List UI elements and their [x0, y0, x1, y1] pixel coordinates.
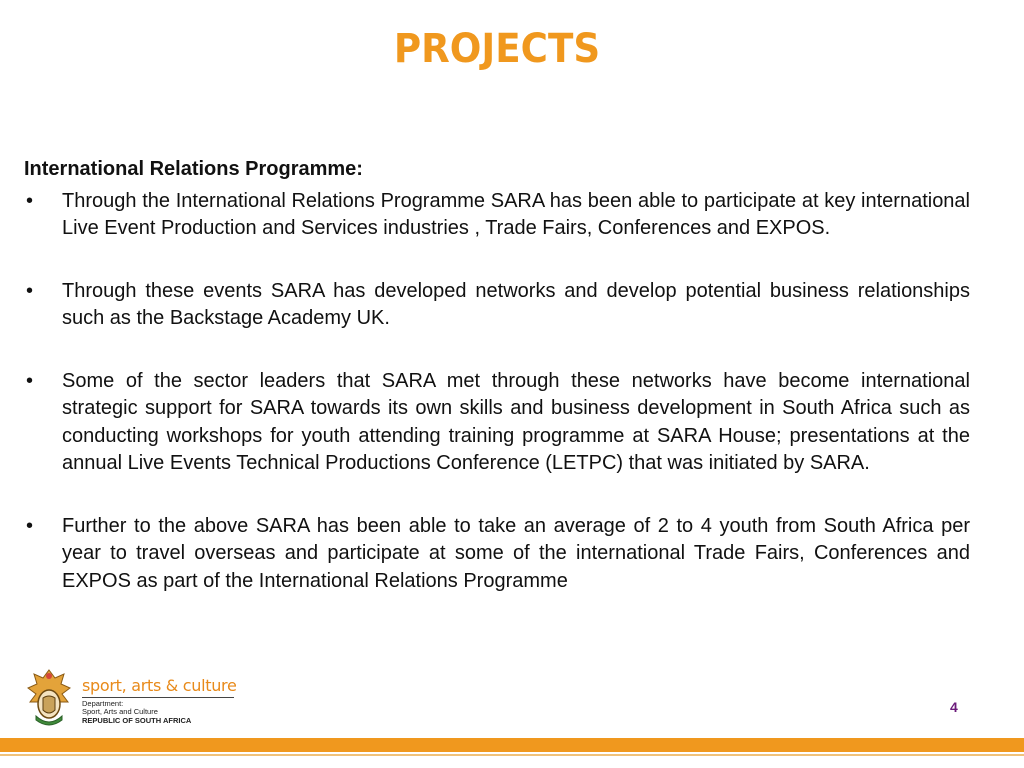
bullet-icon: • — [26, 369, 34, 392]
bullet-text: Through the International Relations Programme SARA has been able to participate at key international Live Event Production and Services industries , Trade Fairs, Conferences and EXPOS. — [62, 189, 970, 239]
department-logo — [24, 668, 244, 734]
bullet-item — [24, 188, 970, 243]
brand-name: sport, arts & culture — [82, 676, 237, 695]
slide-title: PROJECTS — [393, 26, 601, 72]
bullet-icon: • — [26, 279, 34, 302]
bullet-icon: • — [26, 514, 34, 537]
bullet-item — [24, 368, 970, 478]
brand-divider — [82, 697, 234, 698]
dept-label: Department: — [82, 699, 124, 708]
slide-content — [24, 156, 970, 595]
dept-name: Sport, Arts and Culture — [82, 707, 158, 717]
page-number: 4 — [950, 699, 958, 715]
bullet-item — [24, 278, 970, 333]
bullet-item — [24, 513, 970, 596]
bullet-text: Through these events SARA has developed networks and develop potential business relationships such as the Backstage Academy UK. — [62, 279, 970, 329]
footer-bar — [0, 738, 1024, 752]
department-text — [82, 700, 191, 725]
coat-of-arms-icon — [24, 668, 74, 732]
footer-line — [0, 754, 1024, 756]
bullet-list — [24, 188, 970, 596]
bullet-text: Some of the sector leaders that SARA met through these networks have become international strategic support for SARA towards its own skills and business development in South Africa such as conducting workshops for youth attending training programme at SARA House; presentations at the annual Live Events Technical Productions Conference (LETPC) that was initiated by SARA. — [62, 369, 970, 474]
section-heading: International Relations Programme: — [24, 158, 363, 180]
bullet-text: Further to the above SARA has been able to take an average of 2 to 4 youth from South Africa per year to travel overseas and participate at some of the international Trade Fairs, Conferences and EXPOS as part of the International Relations Programme — [62, 514, 970, 592]
bullet-icon: • — [26, 189, 34, 212]
country-name: REPUBLIC OF SOUTH AFRICA — [82, 715, 192, 725]
